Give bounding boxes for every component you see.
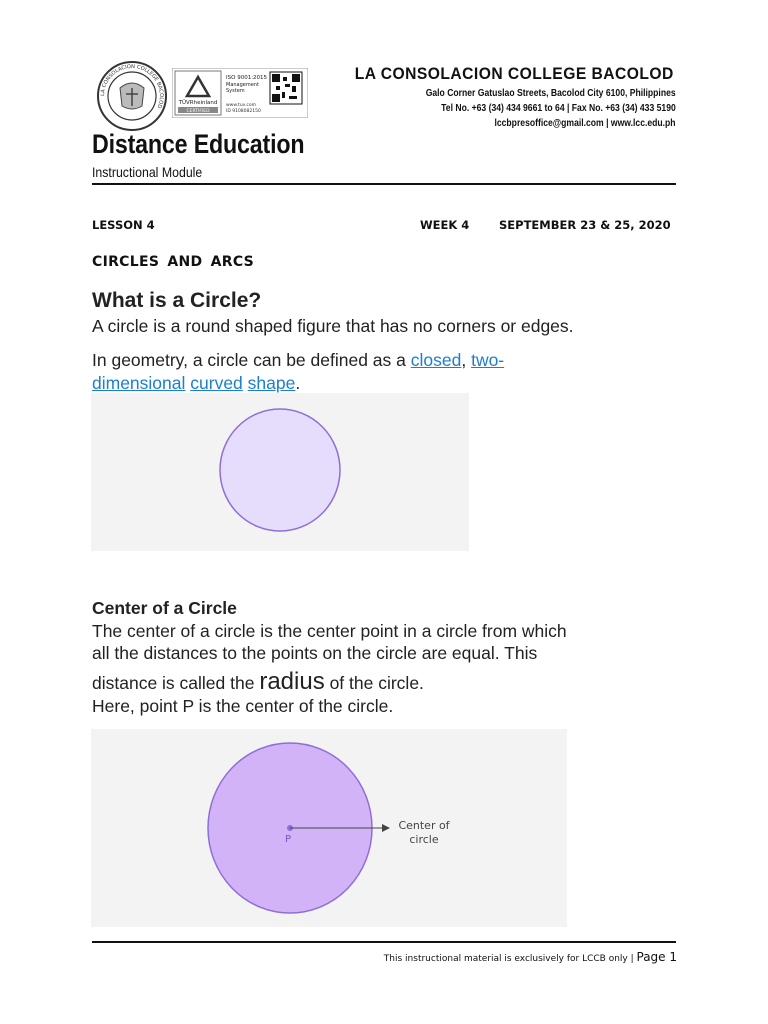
link-shape[interactable]: shape: [247, 373, 296, 393]
tuv-label: TÜVRheinland: [178, 100, 218, 106]
college-email-web: lccbpresoffice@gmail.com | www.lcc.edu.ph: [494, 118, 676, 129]
document-title: Distance Education: [92, 129, 305, 159]
geometry-definition-line1: In geometry, a circle can be defined as a closed, two-: [92, 350, 505, 370]
link-two-dimensional-part2[interactable]: dimensional: [92, 373, 186, 393]
plain-circle-shape: [220, 409, 340, 531]
circle-figure: [91, 393, 469, 551]
footer-note: This instructional material is exclusively for LCCB only | Page 1: [383, 950, 677, 964]
certified-label: CERTIFIED: [186, 109, 210, 114]
svg-text:System: System: [226, 88, 245, 94]
link-closed[interactable]: closed: [410, 350, 462, 370]
document-subtitle: Instructional Module: [92, 164, 203, 180]
center-text-line2: all the distances to the points on the circle are equal. This: [92, 643, 538, 663]
svg-text:Management: Management: [226, 82, 259, 88]
center-text-line4: Here, point P is the center of the circle.: [92, 696, 394, 716]
footer-divider: [92, 941, 676, 943]
link-curved[interactable]: curved: [190, 373, 243, 393]
iso-text: ISO 9001:2015: [226, 75, 268, 81]
callout-label-line2: circle: [409, 833, 439, 846]
lesson-date: SEPTEMBER 23 & 25, 2020: [499, 218, 671, 232]
svg-text:www.tuv.com: www.tuv.com: [226, 103, 257, 108]
section-heading-center-of-circle: Center of a Circle: [92, 598, 237, 618]
center-text-line3: distance is called the radius of the circle.: [92, 668, 424, 695]
lesson-number: LESSON 4: [92, 218, 155, 232]
college-phone-fax: Tel No. +63 (34) 434 9661 to 64 | Fax No. +63 (34) 433 5190: [441, 103, 676, 114]
iso-certification-badge: [172, 68, 308, 118]
center-of-circle-figure: [91, 729, 567, 927]
link-two-dimensional-part1[interactable]: two-: [471, 350, 505, 370]
header-divider: [92, 183, 676, 185]
college-name: LA CONSOLACION COLLEGE BACOLOD: [354, 64, 674, 83]
point-p-label: P: [284, 834, 292, 845]
week-number: WEEK 4: [420, 218, 470, 232]
geometry-definition-line2: dimensional curved shape.: [92, 373, 301, 393]
center-text-line1: The center of a circle is the center point in a circle from which: [92, 621, 567, 641]
qr-code-icon: [270, 72, 302, 104]
radius-word: radius: [259, 668, 325, 695]
section-heading-what-is-circle: What is a Circle?: [92, 289, 262, 312]
svg-text:ID 9108082150: ID 9108082150: [226, 109, 261, 114]
college-address: Galo Corner Gatuslao Streets, Bacolod City 6100, Philippines: [426, 88, 676, 99]
college-seal-logo: [96, 60, 168, 132]
circle-definition-text: A circle is a round shaped figure that has no corners or edges.: [92, 316, 574, 336]
callout-label-line1: Center of: [398, 819, 450, 832]
page-number: Page 1: [636, 950, 677, 964]
seal-text: LA CONSOLACION COLLEGE BACOLOD: [99, 63, 165, 110]
lesson-topic: CIRCLES AND ARCS: [92, 254, 255, 270]
